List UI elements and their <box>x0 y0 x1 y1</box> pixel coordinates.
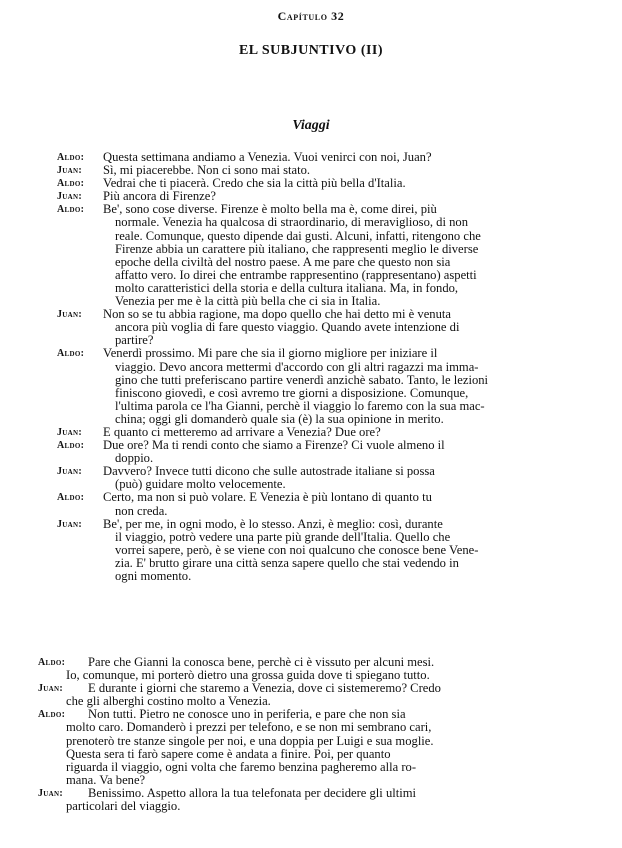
speaker-name: Juan : <box>57 164 82 177</box>
dialogue-text: doppio. <box>115 451 154 466</box>
speaker-name: Aldo : <box>57 439 84 452</box>
speaker-name: Juan : <box>57 426 82 439</box>
dialogue-text: molto caratteristici della storia e della cultura italiana. Ma, in fondo, <box>115 280 459 295</box>
dialogue-text: vorrei sapere, però, è se viene con noi qualcuno che conosce bene Vene- <box>115 542 479 557</box>
dialogue-text: zia. E' brutto girare una città senza sapere quello che stai vedendo in <box>115 555 459 570</box>
dialogue-text: Questa sera ti farò sapere come è andata a finire. Poi, per quanto <box>66 746 391 761</box>
dialogue-text: l'ultima parola ce l'ha Gianni, perchè il viaggio lo faremo con la sua mac- <box>115 398 485 413</box>
dialogue-title: Viaggi <box>292 118 330 133</box>
dialogue-text: Benissimo. Aspetto allora la tua telefonata per decidere gli ultimi <box>88 785 417 800</box>
dialogue-text: Be', per me, in ogni modo, è lo stesso. Anzi, è meglio: così, durante <box>103 516 443 531</box>
dialogue-text: Be', sono cose diverse. Firenze è molto bella ma è, come direi, più <box>103 202 437 217</box>
speaker-name: Aldo : <box>38 708 65 721</box>
page-title: EL SUBJUNTIVO (II) <box>238 43 384 58</box>
dialogue-text: prenoterò tre stanze singole per noi, e una doppia per Luigi e sua moglie. <box>66 733 434 748</box>
speaker-name: Juan : <box>38 787 63 800</box>
dialogue-text: Sì, mi piacerebbe. Non ci sono mai stato. <box>103 163 311 178</box>
dialogue-text: non creda. <box>115 503 168 518</box>
dialogue-text: Io, comunque, mi porterò dietro una grossa guida dove ti spiegano tutto. <box>66 668 430 683</box>
speaker-name: Aldo : <box>57 491 84 504</box>
dialogue-text: affatto vero. Io direi che entrambe rappresentino (rappresentano) aspetti <box>115 267 477 282</box>
dialogue-text: finiscono giovedì, e così avremo tre giorni a disposizione. Comunque, <box>115 385 469 400</box>
speaker-name: Aldo : <box>38 656 65 669</box>
speaker-name: Juan : <box>57 308 82 321</box>
dialogue-text: ancora più voglia di fare questo viaggio. Quando avete intenzione di <box>115 320 460 335</box>
dialogue-text: E durante i giorni che staremo a Venezia, dove ci sistemeremo? Credo <box>88 681 441 696</box>
dialogue-text: normale. Venezia ha qualcosa di straordinario, di meraviglioso, di non <box>115 215 468 230</box>
dialogue-text: gino che tutti preferiscano partire venerdì anzichè sabato. Tanto, le lezioni <box>115 372 489 387</box>
speaker-name: Juan : <box>57 518 82 531</box>
dialogue-text: Più ancora di Firenze? <box>103 189 216 204</box>
dialogue-text: E quanto ci metteremo ad arrivare a Venezia? Due ore? <box>103 424 381 439</box>
speaker-name: Juan : <box>57 190 82 203</box>
dialogue-text: Certo, ma non si può volare. E Venezia è più lontano di quanto tu <box>103 490 432 505</box>
speaker-name: Aldo : <box>57 177 84 190</box>
dialogue-text: Venezia per me è la città più bella che ci sia in Italia. <box>115 294 381 309</box>
dialogue-text: riguarda il viaggio, ogni volta che faremo benzina pagheremo alla ro- <box>66 759 417 774</box>
dialogue-text: Due ore? Ma ti rendi conto che siamo a Firenze? Ci vuole almeno il <box>103 438 445 453</box>
dialogue-text: che gli alberghi costino molto a Venezia. <box>66 694 271 709</box>
dialogue-text: il viaggio, potrò vedere una parte più grande dell'Italia. Quello che <box>115 529 451 544</box>
dialogue-text: mana. Va bene? <box>66 772 146 787</box>
dialogue-text: Pare che Gianni la conosca bene, perchè ci è vissuto per alcuni mesi. <box>88 655 435 669</box>
dialogue-text: Davvero? Invece tutti dicono che sulle autostrade italiane si possa <box>103 464 435 479</box>
dialogue-text: viaggio. Devo ancora mettermi d'accordo con gli altri ragazzi ma imma- <box>115 359 479 374</box>
dialogue-text: Questa settimana andiamo a Venezia. Vuoi venirci con noi, Juan? <box>103 150 432 164</box>
dialogue-text: Venerdì prossimo. Mi pare che sia il giorno migliore per iniziare il <box>103 346 438 361</box>
dialogue-text: Vedrai che ti piacerà. Credo che sia la città più bella d'Italia. <box>103 176 406 191</box>
dialogue-text: Non so se tu abbia ragione, ma dopo quello che hai detto mi è venuta <box>103 307 451 322</box>
speaker-name: Aldo : <box>57 151 84 164</box>
dialogue-text: epoche della civiltà del nostro paese. A me pare che questo non sia <box>115 254 451 269</box>
dialogue-text: reale. Comunque, questo dipende dai gusti. Alcuni, infatti, ritengono che <box>115 228 481 243</box>
dialogue-text: molto caro. Domanderò i prezzi per telefono, e se non mi sembrano cari, <box>66 720 432 735</box>
chapter-heading: Capítulo 32 <box>277 9 345 23</box>
dialogue-text: china; oggi gli domanderò quale sia (è) la sua opinione in merito. <box>115 411 444 426</box>
speaker-name: Aldo : <box>57 203 84 216</box>
speaker-name: Juan : <box>57 465 82 478</box>
dialogue-text: particolari del viaggio. <box>66 799 181 814</box>
dialogue-text: (può) guidare molto velocemente. <box>115 477 286 492</box>
speaker-name: Aldo : <box>57 347 84 360</box>
dialogue-text: Firenze abbia un carattere più italiano, che rappresenti meglio le diverse <box>115 241 479 256</box>
speaker-name: Juan : <box>38 682 63 695</box>
dialogue-text: Non tutti. Pietro ne conosce uno in periferia, e pare che non sia <box>88 707 406 722</box>
dialogue-text: partire? <box>115 333 154 348</box>
dialogue-text: ogni momento. <box>115 569 192 583</box>
